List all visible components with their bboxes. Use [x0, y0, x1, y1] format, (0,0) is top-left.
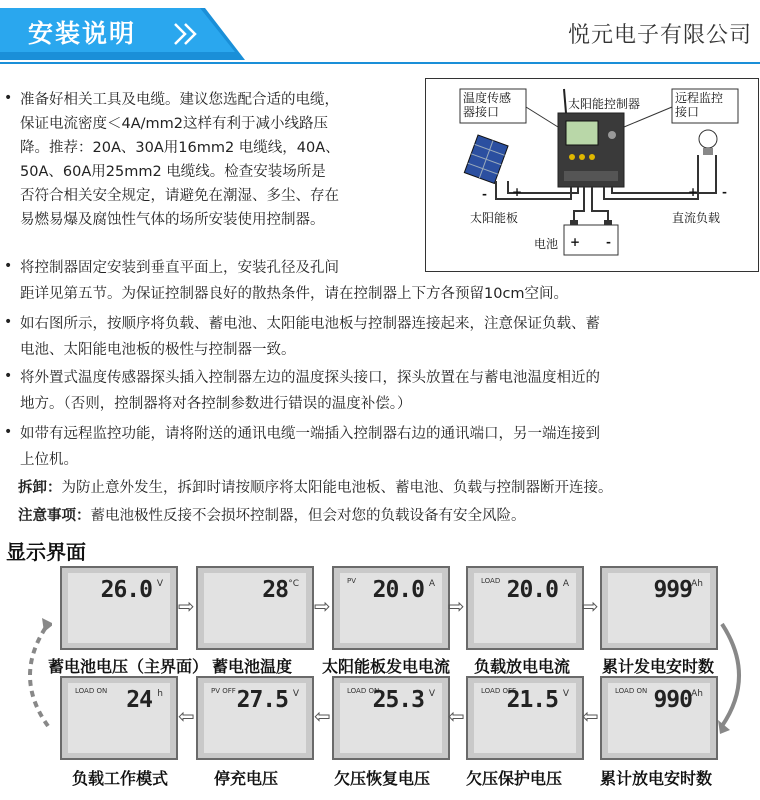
dc-load-label: 直流负载	[672, 211, 721, 225]
lcd-panel	[600, 676, 718, 760]
bullet-dot: •	[4, 424, 13, 440]
lcd-small-label: LOAD ON	[615, 687, 648, 695]
bullet-2-line: 距详见第五节。为保证控制器良好的散热条件，请在控制器上下方各预留10cm空间。	[20, 286, 569, 302]
battery-label: 电池	[534, 237, 559, 251]
bullet-dot: •	[4, 90, 13, 106]
lcd-panel	[466, 566, 584, 650]
lcd-unit: A	[562, 579, 569, 589]
loop-arrow-right-icon	[718, 616, 758, 736]
header-divider	[0, 62, 760, 64]
bullet-dot: •	[4, 368, 13, 384]
panel-caption: 累计发电安时数	[602, 657, 715, 676]
panel-caption: 欠压保护电压	[466, 769, 563, 788]
lcd-unit: V	[428, 689, 435, 699]
bullet-2-line: 将控制器固定安装到垂直平面上，安装孔径及孔间	[20, 260, 339, 276]
bullet-5-line: 如带有远程监控功能，请将附送的通讯电缆一端插入控制器右边的通讯端口，另一端连接到	[20, 426, 600, 442]
lcd-unit: °C	[288, 579, 299, 589]
lcd-small-label: LOAD ON	[347, 687, 380, 695]
lcd-panel	[332, 566, 450, 650]
remote-port-label: 远程监控 接口	[675, 91, 724, 119]
lcd-screen	[474, 683, 576, 753]
bullet-1-line: 否符合相关安全规定，请避免在潮湿、多尘、存在	[20, 188, 339, 204]
arrow-right-icon: ⇨	[582, 594, 599, 618]
solar-plus: +	[512, 185, 523, 199]
lcd-small-label: LOAD	[481, 577, 501, 585]
lcd-unit: V	[562, 689, 569, 699]
solar-minus: -	[482, 187, 487, 201]
panel-caption: 太阳能板发电电流	[322, 657, 451, 676]
lcd-small-label: LOAD OFF	[481, 687, 517, 695]
lcd-unit: V	[292, 689, 299, 699]
lcd-screen	[68, 573, 170, 643]
lcd-screen	[340, 683, 442, 753]
panel-caption: 蓄电池电压（主界面）	[48, 657, 209, 676]
remove-note	[18, 476, 613, 500]
lcd-panel	[60, 566, 178, 650]
display-section-title: 显示界面	[6, 540, 86, 564]
lcd-value: 990	[653, 687, 692, 713]
bullet-1-line: 准备好相关工具及电缆。建议您选配合适的电缆，	[20, 92, 339, 108]
bullet-1-line: 降。推荐：20A、30A用16mm2 电缆线，40A、	[20, 140, 340, 156]
lcd-panel	[196, 566, 314, 650]
lcd-value: 999	[653, 577, 692, 603]
panel-caption: 累计放电安时数	[600, 769, 713, 788]
bullet-3-line: 电池、太阳能电池板的极性与控制器一致。	[20, 342, 296, 358]
bullet-1-line: 50A、60A用25mm2 电缆线。检查安装场所是	[20, 164, 326, 180]
caution-label: 注意事项：	[18, 508, 91, 524]
lcd-unit: V	[156, 579, 163, 589]
caution-note	[18, 504, 526, 528]
lcd-screen	[474, 573, 576, 643]
lcd-value: 26.0	[100, 577, 152, 603]
battery-plus: +	[570, 235, 581, 249]
arrow-left-icon: ⇦	[178, 704, 195, 728]
arrow-right-icon: ⇨	[448, 594, 465, 618]
arrow-left-icon: ⇦	[314, 704, 331, 728]
bullet-5-line: 上位机。	[20, 452, 78, 468]
lcd-unit: A	[428, 579, 435, 589]
company-name: 悦元电子有限公司	[567, 23, 752, 48]
arrow-left-icon: ⇦	[582, 704, 599, 728]
lcd-small-label: PV OFF	[211, 687, 236, 695]
lcd-value: 24	[126, 687, 152, 713]
page-header	[0, 0, 760, 70]
battery-minus: -	[606, 235, 611, 249]
wiring-diagram	[425, 78, 759, 272]
lcd-screen	[68, 683, 170, 753]
loop-arrow-left-icon	[8, 616, 52, 736]
lcd-unit: Ah	[691, 579, 703, 589]
panel-caption: 欠压恢复电压	[334, 769, 431, 788]
lcd-value: 20.0	[506, 577, 558, 603]
panel-caption: 停充电压	[214, 769, 279, 788]
arrow-right-icon: ⇨	[178, 594, 195, 618]
lcd-value: 21.5	[506, 687, 558, 713]
lcd-screen	[204, 683, 306, 753]
panel-caption: 负载工作模式	[72, 769, 169, 788]
lcd-unit: h	[157, 689, 163, 699]
bullet-1-line: 保证电流密度＜4A/mm2这样有利于减小线路压	[20, 116, 329, 132]
remove-label: 拆卸：	[18, 480, 62, 496]
arrow-left-icon: ⇦	[448, 704, 465, 728]
lcd-panel	[332, 676, 450, 760]
header-title: 安装说明	[28, 19, 137, 48]
lcd-screen	[204, 573, 306, 643]
lcd-panel	[196, 676, 314, 760]
bullet-1-line: 易燃易爆及腐蚀性气体的场所安装使用控制器。	[20, 212, 325, 228]
bullet-dot: •	[4, 258, 13, 274]
bullet-3-line: 如右图所示，按顺序将负载、蓄电池、太阳能电池板与控制器连接起来，注意保证负载、蓄	[20, 316, 600, 332]
arrow-right-icon: ⇨	[314, 594, 331, 618]
lcd-small-label: LOAD ON	[75, 687, 108, 695]
lcd-panel	[466, 676, 584, 760]
lcd-panel	[600, 566, 718, 650]
lcd-value: 20.0	[372, 577, 424, 603]
load-plus: +	[688, 185, 699, 199]
panel-caption: 负载放电电流	[474, 657, 571, 676]
lcd-screen	[340, 573, 442, 643]
lcd-screen	[608, 573, 710, 643]
controller-label: 太阳能控制器	[568, 97, 641, 111]
lcd-value: 28	[262, 577, 288, 603]
load-minus: -	[722, 185, 727, 199]
lcd-value: 27.5	[236, 687, 288, 713]
lcd-screen	[608, 683, 710, 753]
lcd-value: 25.3	[372, 687, 424, 713]
remove-text: 为防止意外发生，拆卸时请按顺序将太阳能电池板、蓄电池、负载与控制器断开连接。	[61, 480, 613, 496]
lcd-unit: Ah	[691, 689, 703, 699]
caution-text: 蓄电池极性反接不会损坏控制器，但会对您的负载设备有安全风险。	[90, 508, 526, 524]
bullet-dot: •	[4, 314, 13, 330]
panel-caption: 蓄电池温度	[212, 657, 293, 676]
temp-sensor-port-label: 温度传感 器接口	[463, 91, 512, 119]
solar-panel-label: 太阳能板	[470, 211, 519, 225]
lcd-small-label: PV	[347, 577, 357, 585]
bullet-4-line: 地方。（否则，控制器将对各控制参数进行错误的温度补偿。）	[20, 396, 412, 412]
lcd-panel	[60, 676, 178, 760]
bullet-4-line: 将外置式温度传感器探头插入控制器左边的温度探头接口，探头放置在与蓄电池温度相近的	[20, 370, 600, 386]
